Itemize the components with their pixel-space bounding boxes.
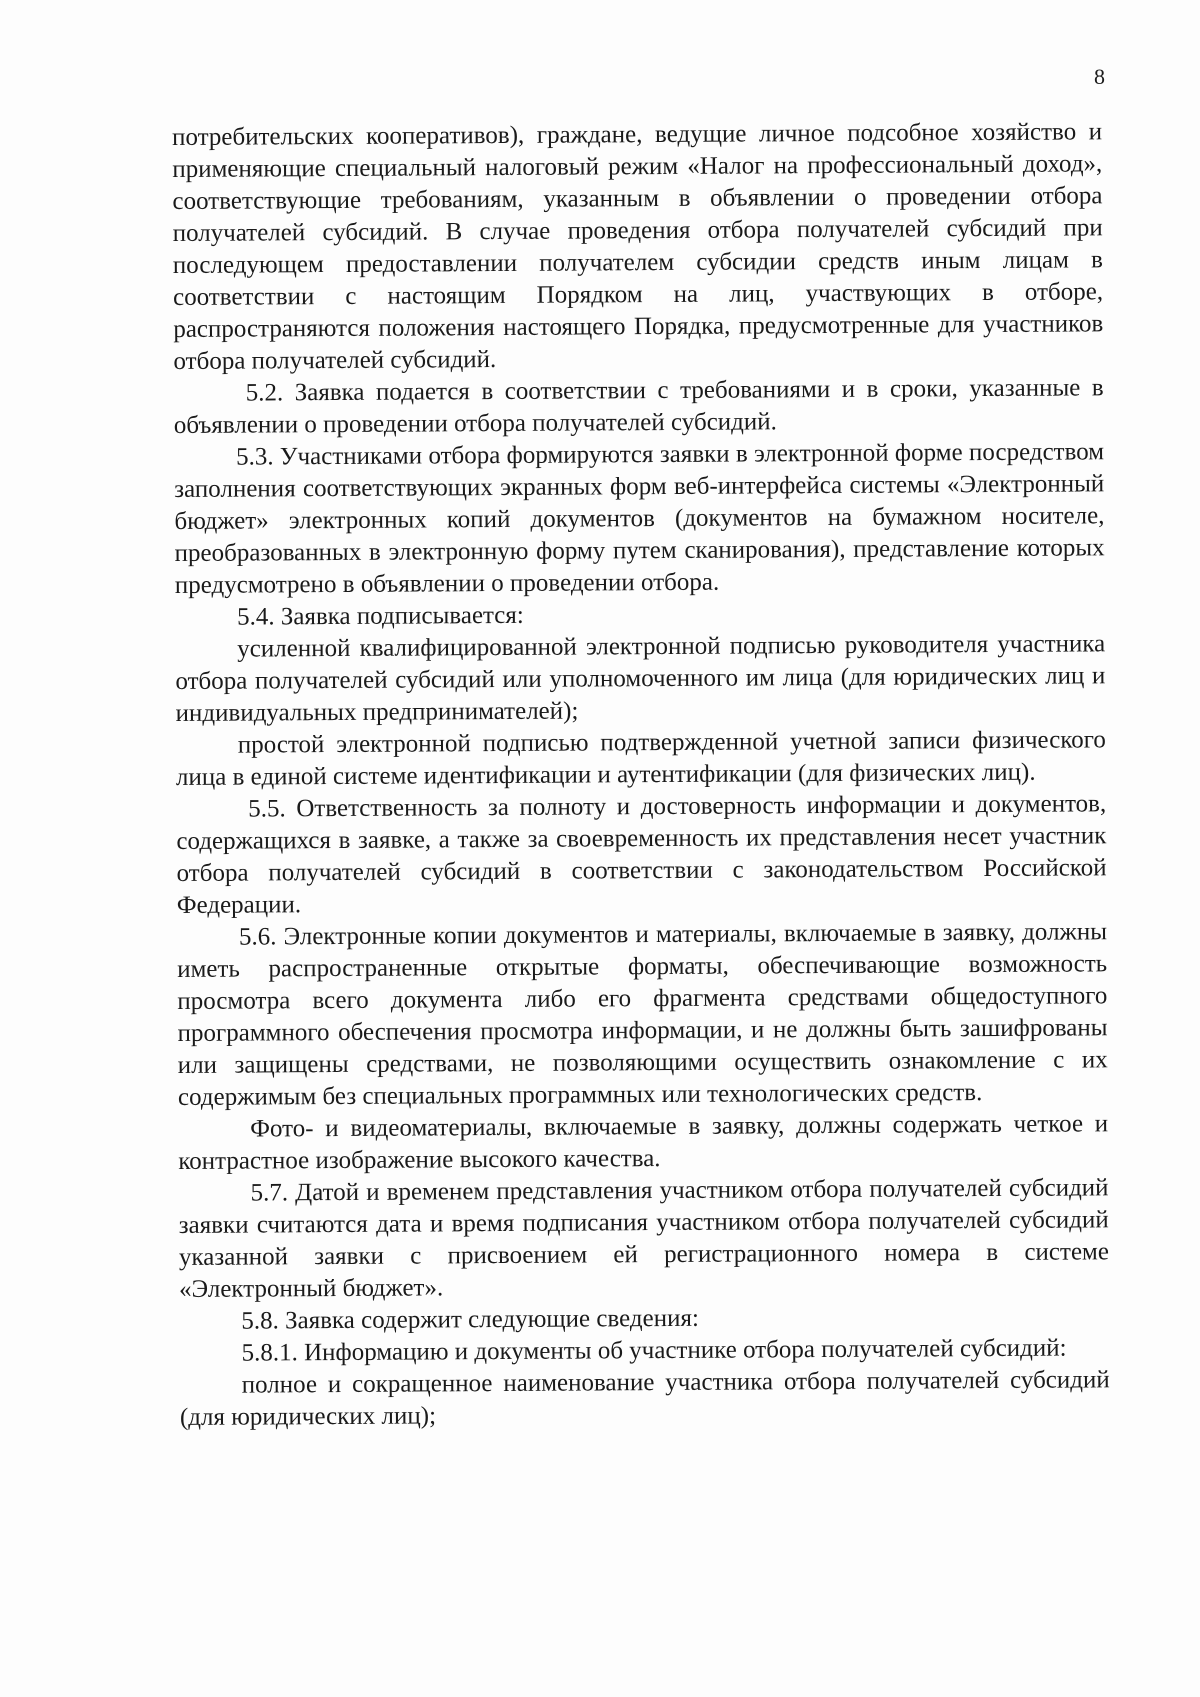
paragraph-5-8-1: 5.8.1. Информацию и документы об участнике отбора получателей субсидий: xyxy=(241,1334,1067,1367)
paragraph-5-2: 5.2. Заявка подается в соответствии с требованиями и в сроки, указанные в объявлении о проведении отбора получателей субсидий. xyxy=(173,374,1104,439)
paragraph-5-7: 5.7. Датой и временем представления участником отбора получателей субсидий заявки считаются дата и время подписания участником отбора получателей субсидий указанной заявки с присвоением ей регистрационного номера в системе «Электронный бюджет». xyxy=(178,1174,1110,1303)
paragraph-5-8-1-full-name: полное и сокращенное наименование участника отбора получателей субсидий (для юридических лиц); xyxy=(179,1366,1110,1431)
paragraph-continuation: потребительских кооперативов), граждане, ведущие личное подсобное хозяйство и применяющие специальный налоговый режим «Налог на профессиональный доход», соответствующие требованиям, указанным в объявлении о проведении отбора получателей субсидий. В случае проведения отбора получателей субсидий при последующем предоставлении получателем субсидии средств иным лицам в соответствии с настоящим Порядком на лиц, участвующих в отборе, распространяются положения настоящего Порядка, предусмотренные для участников отбора получателей субсидий. xyxy=(172,118,1104,375)
paragraph-5-4-signature-individual: простой электронной подписью подтвержденной учетной записи физического лица в единой системе идентификации и аутентификации (для физических лиц). xyxy=(175,726,1106,791)
document-body xyxy=(172,116,1110,1434)
paragraph-5-4: 5.4. Заявка подписывается: xyxy=(236,601,524,631)
paragraph-5-6-photo-video: Фото- и видеоматериалы, включаемые в заявку, должны содержать четкое и контрастное изображение высокого качества. xyxy=(178,1110,1109,1175)
paragraph-5-6: 5.6. Электронные копии документов и материалы, включаемые в заявку, должны иметь распространенные открытые форматы, обеспечивающие возможность просмотра всего документа либо его фрагмента средствами общедоступного программного обеспечения просмотра информации, и не должны быть зашифрованы или защищены средствами, не позволяющими осуществить ознакомление с их содержимым без специальных программных или технологических средств. xyxy=(177,918,1108,1111)
paragraph-5-5: 5.5. Ответственность за полноту и достоверность информации и документов, содержащихся в заявке, а также за своевременность их представления несет участник отбора получателей субсидий в соответствии с законодательством Российской Федерации. xyxy=(176,790,1107,919)
paragraph-5-4-signature-legal: усиленной квалифицированной электронной подписью руководителя участника отбора получателей субсидий или уполномоченного им лица (для юридических лиц и индивидуальных предпринимателей); xyxy=(175,630,1106,727)
paragraph-5-8: 5.8. Заявка содержит следующие сведения: xyxy=(241,1304,699,1335)
page-number: 8 xyxy=(1094,64,1105,89)
paragraph-5-3: 5.3. Участниками отбора формируются заявки в электронной форме посредством заполнения соответствующих экранных форм веб-интерфейса системы «Электронный бюджет» электронных копий документов (документов на бумажном носителе, преобразованных в электронную форму путем сканирования), представление которых предусмотрено в объявлении о проведении отбора. xyxy=(174,438,1105,599)
